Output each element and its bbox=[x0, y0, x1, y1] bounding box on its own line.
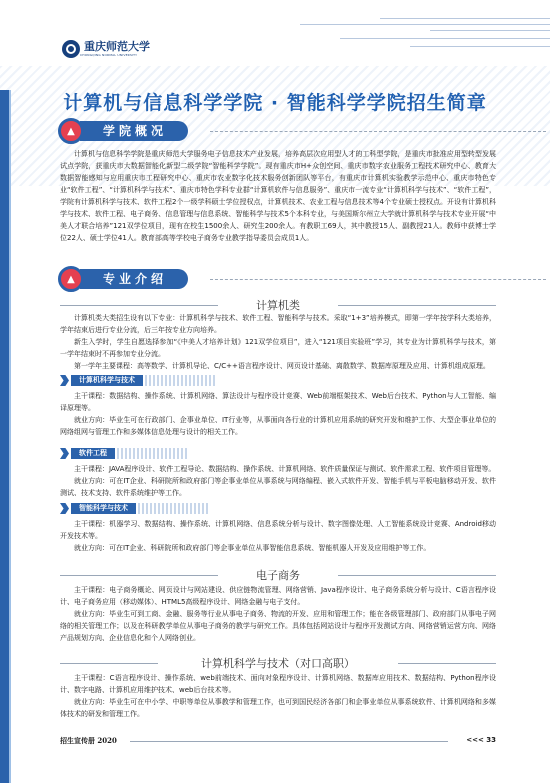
page-header bbox=[0, 0, 550, 66]
major-ai-text bbox=[60, 518, 496, 554]
major-se-text bbox=[60, 463, 496, 499]
major-courses: 主干课程：数据结构、操作系统、计算机网络、算法设计与程序设计竞赛、Web前端框架技术、Web后台技术、Python与人工智能、编译原理等。 bbox=[60, 392, 496, 412]
college-emblem-icon: ▲ bbox=[58, 118, 84, 144]
major-tag-cs bbox=[60, 375, 217, 386]
cs-intro-p3: 第一学年主要课程：高等数学、计算机导论、C/C++语言程序设计、网页设计基础、离散数学、数据库原理及应用、计算机组成原理。 bbox=[74, 362, 490, 370]
university-logo bbox=[62, 40, 150, 58]
subheading-cs2 bbox=[60, 655, 496, 669]
subheading-title: 电子商务 bbox=[218, 567, 338, 583]
ec-text bbox=[60, 584, 496, 644]
subheading-title: 计算机科学与技术（对口高职） bbox=[158, 655, 398, 671]
major-courses: 主干课程：C语言程序设计、操作系统、web前端技术、面向对象程序设计、计算机网络、数据库应用技术、数据结构、Python程序设计、数字电路、计算机应用维护技术、web后台技术等。 bbox=[60, 674, 496, 694]
tag-tail bbox=[143, 375, 217, 386]
cs2-text bbox=[60, 672, 496, 720]
page-title: 计算机与信息科学学院 · 智能科学学院招生简章 bbox=[63, 92, 487, 114]
major-cs-text bbox=[60, 390, 496, 438]
overview-paragraph: 计算机与信息科学学院是重庆师范大学服务电子信息技术产业发展，培养高层次应用型人才的工科型学院，是重庆市批准应用型转型发展试点学院，获重庆市大数据智能化新型二级学院“智能科学学院”。现有重庆市H+众创空间、重庆市数字农业服务工程技术研究中心、教育大数据智能感知与应用重庆市工程研究中心、重庆市农业数字化技术服务创新团队等平台，有重庆市计算机实验教学示范中心、重庆市特色专业“软件工程”、“计算机科学与技术”、重庆市特色学科专业群“计算机软件与信息服务”、重庆市一流专业“计算机科学与技术”、“软件工程”，学院有计算机科学与技术、软件工程2个一级学科硕士学位授权点，计算机技术、农业工程与信息技术等4个专业硕士授权点。开设有计算机科学与技术、软件工程、电子商务、信息管理与信息系统、智能科学与技术5个本科专业，与美国斯尔州立大学就计算机科学与技术专业开展“中美人才联合培养”121双学位项目，现有在校生1500余人、研究生200余人。有教职工69人，其中教授15人、副教授21人。教师中获博士学位22人、硕士学位41人。教育部高等学校电子商务专业教学指导委员会成员1人。 bbox=[60, 150, 496, 242]
major-tag-label: 计算机科学与技术 bbox=[71, 375, 143, 386]
major-jobs: 就业方向：可在IT企业、科研院所和政府部门等企事业单位从事智能信息系统、智能机器人开发及应用维护等工作。 bbox=[74, 544, 431, 552]
major-tag-ai bbox=[60, 503, 210, 514]
overview-text bbox=[60, 148, 496, 244]
section-title: 学院概况 bbox=[102, 124, 167, 138]
page-number: <<< 33 bbox=[466, 736, 496, 744]
university-seal-icon bbox=[62, 40, 80, 58]
tag-tail bbox=[136, 503, 210, 514]
chevron-icon bbox=[60, 448, 69, 459]
cs-intro bbox=[60, 312, 496, 372]
section-title: 专业介绍 bbox=[102, 272, 167, 286]
subheading-ec bbox=[60, 567, 496, 581]
subheading-title: 计算机类 bbox=[218, 297, 338, 313]
tag-tail bbox=[115, 448, 189, 459]
major-jobs: 就业方向：毕业生可到工商、金融、服务等行业从事电子商务、物流的开发、应用和管理工作；能在各级管理部门、政府部门从事电子网络的相关管理工作；以及在科研教学单位从事电子商务的教学与研究工作。具体包括网站设计与程序开发测试方向、网络营销运营方向、网络产品规划方向、企业信息化和个人网络创业。 bbox=[60, 610, 496, 642]
cs-intro-p2: 新生入学时，学生自愿选择参加“《中美人才培养计划》121双学位项目”，进入“121项目实验班”学习，其专业为计算机科学与技术，第一学年结束时不再参加专业分流。 bbox=[60, 338, 496, 358]
major-courses: 主干课程：JAVA程序设计、软件工程导论、数据结构、操作系统、计算机网络、软件质量保证与测试、软件需求工程、软件项目管理等。 bbox=[74, 465, 496, 473]
section-divider bbox=[210, 279, 546, 280]
university-name: 重庆师范大学 bbox=[84, 40, 150, 53]
page-footer bbox=[60, 734, 496, 748]
left-accent-bar bbox=[0, 90, 9, 783]
major-jobs: 就业方向：毕业生可在行政部门、企事业单位、IT行业等，从事面向各行业的计算机应用系统的研究开发和维护工作、大型企事业单位的网络组网与管理工作和多媒体信息处理与设计的相关工作。 bbox=[60, 416, 496, 436]
major-tag-label: 智能科学与技术 bbox=[71, 503, 136, 514]
college-emblem-icon: ▲ bbox=[58, 266, 84, 292]
chevron-icon bbox=[60, 375, 69, 386]
major-courses: 主干课程：机器学习、数据结构、操作系统、计算机网络、信息系统分析与设计、数字图像处理、人工智能系统设计竞赛、Android移动开发技术等。 bbox=[60, 520, 496, 540]
major-tag-label: 软件工程 bbox=[71, 448, 115, 459]
major-courses: 主干课程：电子商务概论、网页设计与网站建设、供应链物流管理、网络营销、Java程序设计、电子商务系统分析与设计、C语言程序设计、电子商务应用（移动媒体）、HTML5高级程序设计、网络金融与电子支付。 bbox=[60, 586, 496, 606]
subheading-cs bbox=[60, 297, 496, 311]
cs-intro-p1: 计算机类大类招生设有以下专业：计算机科学与技术、软件工程、智能科学与技术。采取“1+3”培养模式，即第一学年按学科大类培养，学年结束后进行专业分流，后三年按专业方向培养。 bbox=[60, 314, 496, 334]
major-jobs: 就业方向：毕业生可在中小学、中职等单位从事教学和管理工作，也可到国民经济各部门和企事业单位从事系统软件、计算机网络和多媒体技术的研发和管理工作。 bbox=[60, 698, 496, 718]
section-divider bbox=[210, 131, 546, 132]
chevron-icon bbox=[60, 503, 69, 514]
university-name-en: CHONGQING NORMAL UNIVERSITY bbox=[80, 53, 138, 57]
left-accent-line bbox=[9, 90, 11, 783]
major-tag-se bbox=[60, 448, 189, 459]
footer-label: 招生宣传册 2020 bbox=[60, 736, 117, 745]
footer-rule bbox=[130, 741, 448, 742]
major-jobs: 就业方向：可在IT企业、科研院所和政府部门等企事业单位从事系统与网络编程、嵌入式软件开发、智能手机与平板电脑移动开发、软件测试、技术支持、软件系统维护等工作。 bbox=[60, 477, 496, 497]
